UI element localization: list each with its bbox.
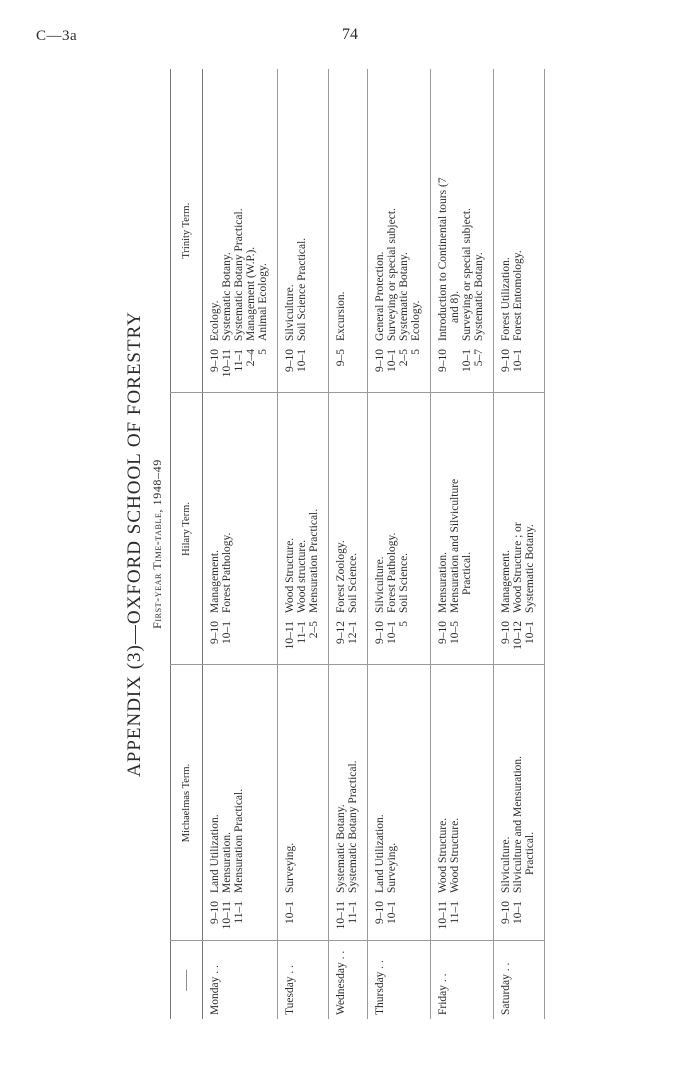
hilary-times (329, 617, 368, 665)
day-column-header: —— (181, 969, 192, 991)
subject-line: Practical. (524, 831, 536, 875)
time-slot: 10–1 (512, 901, 524, 924)
time-slot: 5 (257, 348, 269, 355)
trinity-subjects (329, 69, 368, 345)
time-slot: 10–11 (437, 901, 449, 930)
time-slot: 10–11 (335, 901, 347, 930)
time-slot: 5 (398, 620, 410, 627)
day-cell: Tuesday . . (284, 964, 296, 1015)
subject-line: Management. (500, 550, 512, 613)
subject-line: Surveying. (386, 842, 398, 893)
time-slot: 10–5 (449, 620, 461, 644)
michaelmas-subjects (494, 665, 545, 897)
time-slot: 10–1 (386, 348, 398, 372)
subject-line: Ecology. (209, 300, 221, 341)
trinity-times (278, 345, 329, 393)
time-slot: 10–1 (524, 620, 536, 644)
rotated-timetable (120, 69, 580, 1019)
time-slot: 9–10 (284, 348, 296, 372)
day-cell: Monday . . (209, 965, 221, 1015)
michaelmas-subjects (368, 665, 431, 897)
hilary-times (203, 617, 278, 665)
time-slot: 2–5 (398, 348, 410, 367)
time-slot: 10–11 (221, 348, 233, 378)
subject-line: Mensuration. (221, 831, 233, 893)
subject-line: Soil Science. (347, 552, 359, 613)
subject-line: Forest Zoology. (335, 540, 347, 613)
time-slot: 11–1 (347, 901, 359, 924)
subject-line: Systematic Botany. (524, 524, 536, 613)
subject-line: Management (W.P.). (245, 246, 257, 341)
subject-line: and 8). (449, 291, 461, 323)
page-reference: C—3a (36, 28, 78, 44)
subject-line: Land Utilization. (209, 814, 221, 893)
subject-line: Silviculture. (500, 836, 512, 893)
subject-line: Ecology. (410, 300, 422, 341)
time-slot: 9–10 (500, 348, 512, 372)
subject-line: Surveying or special subject. (386, 208, 398, 341)
trinity-subjects (431, 69, 494, 345)
time-slot: 10–1 (461, 348, 473, 372)
time-slot: 10–1 (386, 901, 398, 924)
time-slot: 10–1 (512, 348, 524, 372)
time-slot: 10–1 (221, 620, 233, 644)
day-cell: Friday . . (437, 973, 449, 1015)
subject-line: Practical. (461, 551, 473, 595)
subject-line: Mensuration Practical. (308, 508, 320, 613)
subject-line: General Protection. (374, 251, 386, 341)
subject-line: Soil Science. (398, 552, 410, 613)
subject-line: Forest Entomology. (512, 250, 524, 341)
header-row (171, 69, 203, 1019)
trinity-times (368, 345, 431, 393)
michaelmas-times (431, 897, 494, 941)
trinity-times (431, 345, 494, 393)
time-slot: 11–1 (233, 901, 245, 924)
subject-line: Excursion. (335, 291, 347, 341)
subject-line: Soil Science Practical. (296, 237, 308, 341)
appendix-title: APPENDIX (3)—OXFORD SCHOOL OF FORESTRY (124, 311, 145, 777)
time-slot: 10–1 (386, 620, 398, 644)
subject-line: Wood Structure. (284, 537, 296, 613)
michaelmas-subjects (278, 665, 329, 897)
subject-line: Land Utilization. (374, 814, 386, 893)
table-row (278, 69, 329, 1019)
day-cell: Saturday . . (500, 962, 512, 1015)
subject-line: Wood Structure ; or (512, 522, 524, 613)
subject-line: Introduction to Continental tours (7 (437, 177, 449, 341)
time-slot: 9–10 (437, 620, 449, 644)
time-slot: 10–11 (221, 901, 233, 930)
trinity-subjects (278, 69, 329, 345)
michaelmas-times (494, 897, 545, 941)
subject-line: Systematic Botany. (221, 252, 233, 341)
hilary-times (278, 617, 329, 665)
day-cell: Thursday . . (374, 960, 386, 1015)
subject-line: Systematic Botany. (398, 252, 410, 341)
subject-line: Animal Ecology. (257, 263, 269, 341)
subject-line: Wood Structure. (437, 817, 449, 893)
time-slot: 9–12 (335, 620, 347, 644)
subject-line: Wood Structure. (449, 817, 461, 893)
page-number: 74 (342, 26, 358, 43)
time-slot: 9–10 (374, 348, 386, 372)
hilary-subjects (368, 393, 431, 617)
table-row (368, 69, 431, 1019)
time-slot: 9–10 (500, 620, 512, 644)
table-row (431, 69, 494, 1019)
michaelmas-subjects (329, 665, 368, 897)
subject-line: Systematic Botany Practical. (233, 208, 245, 341)
time-slot: 10–11 (284, 620, 296, 650)
time-slot: 10–1 (296, 348, 308, 372)
time-slot: 9–10 (374, 901, 386, 924)
time-slot: 2–4 (245, 348, 257, 367)
table-row (329, 69, 368, 1019)
trinity-times (203, 345, 278, 393)
time-slot: 11–1 (449, 901, 461, 924)
subject-line: Forest Pathology. (221, 532, 233, 613)
time-slot: 9–10 (209, 901, 221, 924)
time-slot: 9–10 (374, 620, 386, 644)
hilary-subjects (329, 393, 368, 617)
subject-line: Systematic Botany Practical. (347, 760, 359, 893)
michaelmas-times (329, 897, 368, 941)
michaelmas-times (203, 897, 278, 941)
time-slot: 5–7 (473, 348, 485, 367)
hilary-subjects (278, 393, 329, 617)
time-slot: 10–12 (512, 620, 524, 650)
hilary-subjects (431, 393, 494, 617)
time-slot (449, 349, 461, 389)
trinity-subjects (203, 69, 278, 345)
michaelmas-times (368, 897, 431, 941)
time-slot: 11–1 (233, 348, 245, 372)
time-slot: 9–10 (437, 348, 449, 372)
day-cell: Wednesday . . (335, 950, 347, 1015)
hilary-column-header: Hilary Term. (171, 393, 203, 665)
subject-line: Mensuration Practical. (233, 788, 245, 893)
table-row (494, 69, 545, 1019)
hilary-times (494, 617, 545, 665)
subject-line: Surveying. (284, 842, 296, 893)
hilary-subjects (494, 393, 545, 617)
trinity-column-header: Trinity Term. (171, 69, 203, 393)
michaelmas-column-header: Michaelmas Term. (171, 665, 203, 941)
michaelmas-subjects (203, 665, 278, 897)
timetable-subtitle: First-year Time-table, 1948–49 (150, 459, 164, 629)
subject-line: Forest Utilization. (500, 257, 512, 341)
subject-line: Mensuration. (437, 551, 449, 613)
subject-line: Forest Pathology. (386, 532, 398, 613)
trinity-subjects (494, 69, 545, 345)
trinity-subjects (368, 69, 431, 345)
time-slot: 9–10 (209, 620, 221, 644)
michaelmas-subjects (431, 665, 494, 897)
subject-line: Systematic Botany. (473, 252, 485, 341)
trinity-times (329, 345, 368, 393)
hilary-subjects (203, 393, 278, 617)
subject-line: Silviculture. (284, 284, 296, 341)
time-slot: 9–10 (209, 348, 221, 372)
subject-line: Silviculture. (374, 556, 386, 613)
trinity-times (494, 345, 545, 393)
hilary-times (368, 617, 431, 665)
subject-line: Mensuration and Silviculture (449, 478, 461, 613)
time-slot: 9–10 (500, 901, 512, 924)
subject-line: Wood structure. (296, 539, 308, 613)
time-slot: 12–1 (347, 620, 359, 644)
michaelmas-times (278, 897, 329, 941)
time-slot: 11–1 (296, 620, 308, 644)
subject-line: Surveying or special subject. (461, 208, 473, 341)
timetable (170, 69, 545, 1019)
subject-line: Silviculture and Mensuration. (512, 755, 524, 893)
time-slot: 2–5 (308, 620, 320, 639)
subject-line: Systematic Botany. (335, 804, 347, 893)
subject-line: Management. (209, 550, 221, 613)
time-slot: 5 (410, 348, 422, 355)
table-row (203, 69, 278, 1019)
time-slot: 10–1 (284, 901, 296, 924)
hilary-times (431, 617, 494, 665)
time-slot: 9–5 (335, 348, 347, 367)
